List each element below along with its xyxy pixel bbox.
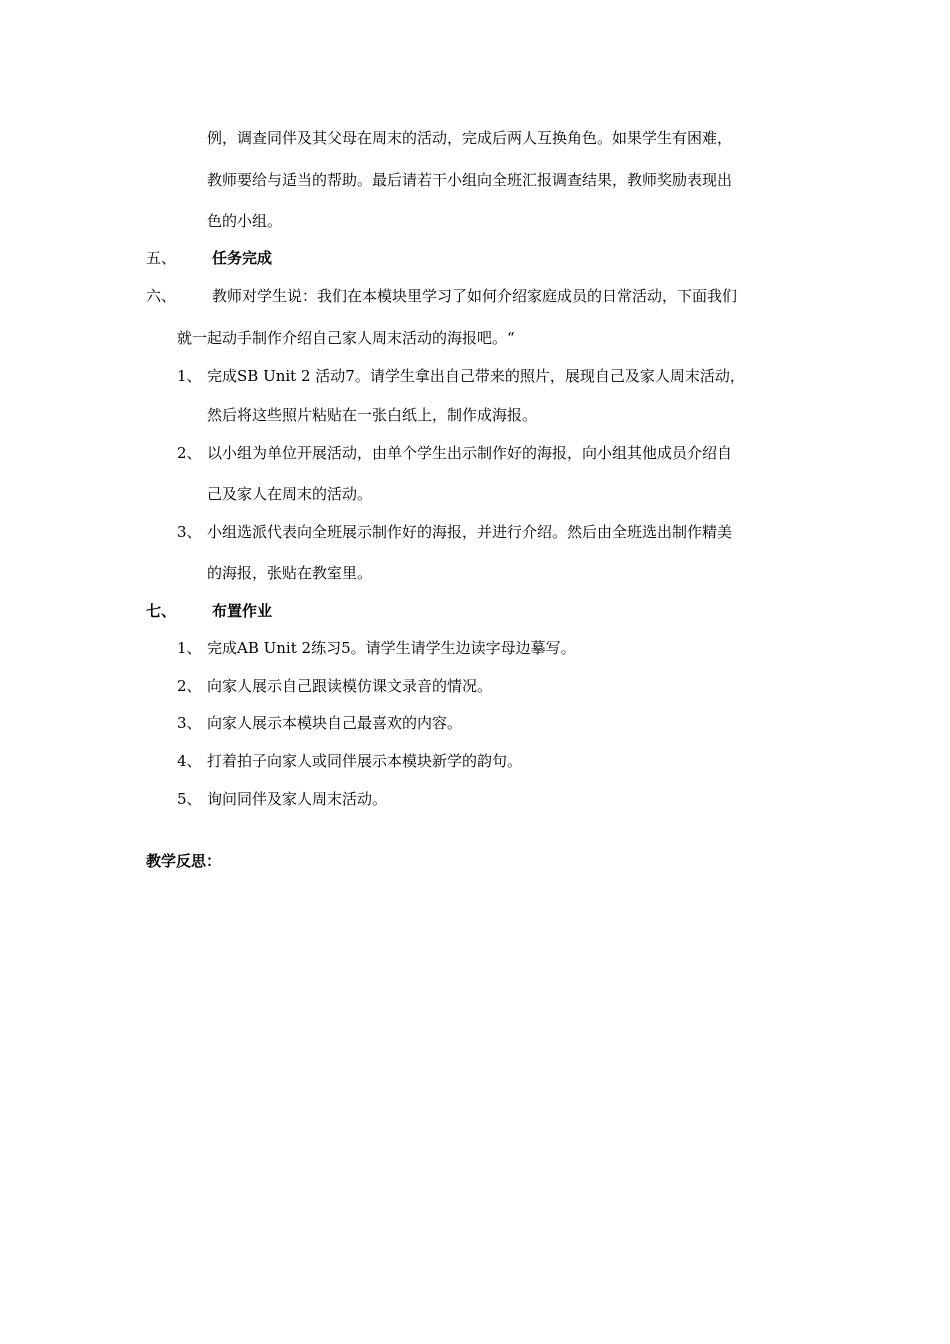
section6-item3-line-2: 的海报，张贴在教室里。 xyxy=(207,564,373,582)
section7-item3-text: 向家人展示本模块自己最喜欢的内容。 xyxy=(207,714,463,732)
section7-item4-text: 打着拍子向家人或同伴展示本模块新学的韵句。 xyxy=(207,752,523,770)
section6-item1-number: 1、 xyxy=(177,367,202,385)
reflection-label: 教学反思： xyxy=(146,852,222,870)
section6-item2-line-1: 以小组为单位开展活动，由单个学生出示制作好的海报，向小组其他成员介绍自 xyxy=(207,444,733,462)
section6-number: 六、 xyxy=(146,287,177,305)
section7-item1-text: 完成AB Unit 2练习5。请学生请学生边读字母边摹写。 xyxy=(207,639,576,657)
section6-item1-line-1: 完成SB Unit 2 活动7。请学生拿出自己带来的照片，展现自己及家人周末活动， xyxy=(207,367,745,385)
section5-number: 五、 xyxy=(146,249,177,267)
section7-item5-number: 5、 xyxy=(177,790,202,808)
section6-item3-line-1: 小组选派代表向全班展示制作好的海报，并进行介绍。然后由全班选出制作精美 xyxy=(207,523,733,541)
section6-item2-number: 2、 xyxy=(177,444,202,462)
section7-item3-number: 3、 xyxy=(177,714,202,732)
intro-line-2: 教师要给与适当的帮助。最后请若干小组向全班汇报调查结果，教师奖励表现出 xyxy=(207,171,733,189)
section7-item1-number: 1、 xyxy=(177,639,202,657)
section5-title: 任务完成 xyxy=(212,249,273,267)
section7-title: 布置作业 xyxy=(212,602,273,620)
section7-item2-text: 向家人展示自己跟读模仿课文录音的情况。 xyxy=(207,677,493,695)
section7-item4-number: 4、 xyxy=(177,752,202,770)
section6-item1-line-2: 然后将这些照片粘贴在一张白纸上，制作成海报。 xyxy=(207,406,538,424)
section7-item2-number: 2、 xyxy=(177,677,202,695)
section7-item5-text: 询问同伴及家人周末活动。 xyxy=(207,790,388,808)
section6-item3-number: 3、 xyxy=(177,523,202,541)
section7-number: 七、 xyxy=(146,602,177,620)
intro-line-1: 例，调查同伴及其父母在周末的活动，完成后两人互换角色。如果学生有困难， xyxy=(207,129,733,147)
section6-item2-line-2: 己及家人在周末的活动。 xyxy=(207,485,373,503)
section6-line-2: 就一起动手制作介绍自己家人周末活动的海报吧。“ xyxy=(177,329,515,347)
section6-line-1: 教师对学生说：我们在本模块里学习了如何介绍家庭成员的日常活动，下面我们 xyxy=(212,287,738,305)
intro-line-3: 色的小组。 xyxy=(207,212,283,230)
